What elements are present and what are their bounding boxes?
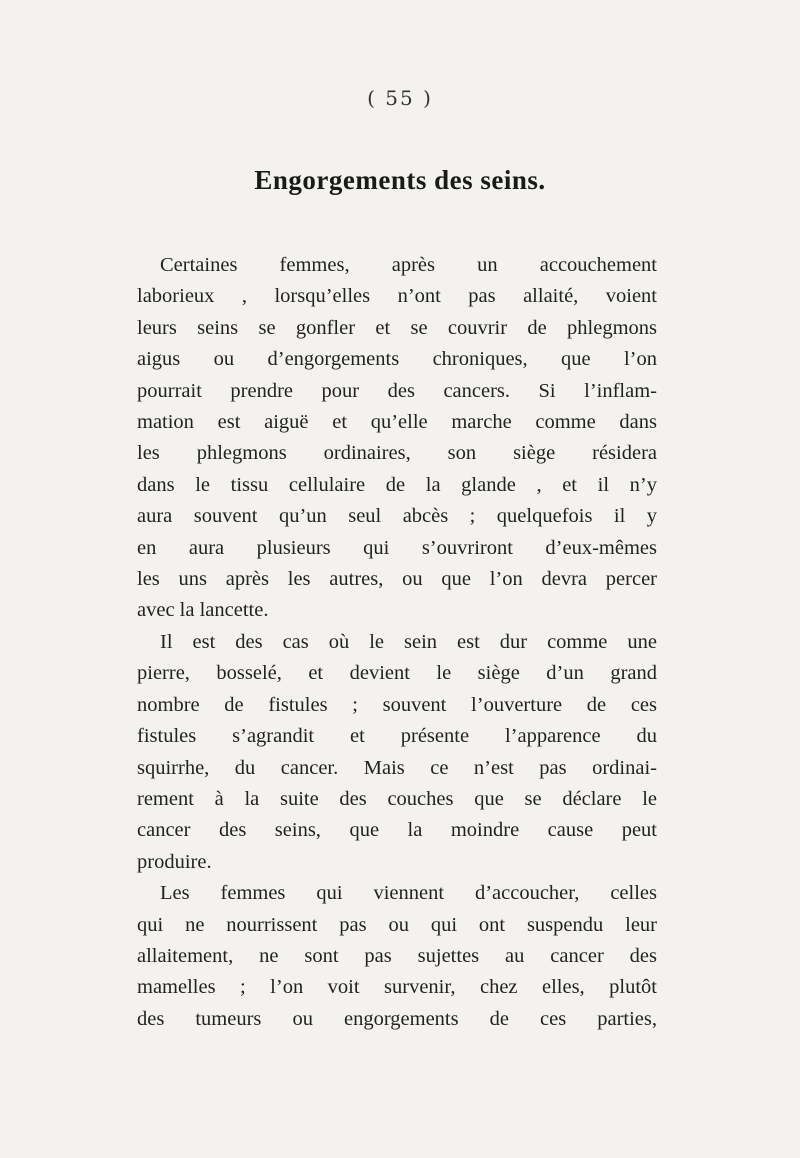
text-line: produire. (137, 850, 212, 873)
text-line: dans le tissu cellulaire de la glande , et il n’y (137, 473, 657, 496)
text-line: allaitement, ne sont pas sujettes au cancer des (137, 944, 657, 967)
text-line: Les femmes qui viennent d’accoucher, celles (160, 882, 657, 905)
text-line: laborieux , lorsqu’elles n’ont pas allaité, voient (137, 285, 657, 308)
text-line: Il est des cas où le sein est dur comme une (160, 630, 657, 653)
text-line: mation est aiguë et qu’elle marche comme dans (137, 411, 657, 434)
text-line: cancer des seins, que la moindre cause peut (137, 819, 657, 842)
paragraph-2 (137, 627, 657, 878)
paragraph-1 (137, 250, 657, 627)
text-line: qui ne nourrissent pas ou qui ont suspendu leur (137, 913, 657, 936)
text-line: nombre de fistules ; souvent l’ouverture de ces (137, 693, 657, 716)
paragraph-3 (137, 878, 657, 1035)
text-line: pierre, bosselé, et devient le siège d’un grand (137, 662, 657, 685)
text-line: squirrhe, du cancer. Mais ce n’est pas ordinai- (137, 756, 657, 779)
text-line: pourrait prendre pour des cancers. Si l’inflam- (137, 379, 657, 402)
text-line: aigus ou d’engorgements chroniques, que l’on (137, 348, 657, 371)
text-line: les phlegmons ordinaires, son siège résidera (137, 442, 657, 465)
text-line: mamelles ; l’on voit survenir, chez elles, plutôt (137, 976, 657, 999)
section-heading: Engorgements des seins. (254, 165, 546, 195)
text-line: rement à la suite des couches que se déclare le (137, 787, 657, 810)
text-line: en aura plusieurs qui s’ouvriront d’eux-mêmes (137, 536, 657, 559)
text-line: Certaines femmes, après un accouchement (160, 254, 657, 276)
text-line: aura souvent qu’un seul abcès ; quelquefois il y (137, 505, 657, 528)
text-line: fistules s’agrandit et présente l’apparence du (137, 725, 657, 748)
text-line: avec la lancette. (137, 599, 269, 622)
body-text (137, 250, 657, 1035)
text-line: des tumeurs ou engorgements de ces parties, (137, 1007, 657, 1030)
text-line: les uns après les autres, ou que l’on devra percer (137, 568, 657, 591)
text-line: leurs seins se gonfler et se couvrir de phlegmons (137, 316, 657, 339)
page-number: ( 55 ) (367, 86, 433, 110)
